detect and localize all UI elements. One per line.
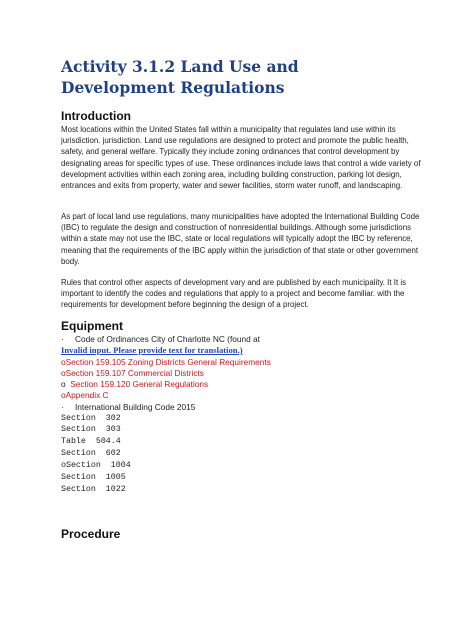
document-title: Activity 3.1.2 Land Use and Development Regulations	[61, 57, 299, 97]
subitem-text: Section 159.120 General Regulations	[70, 379, 209, 389]
ibc-section-list-item: Section 303	[61, 425, 121, 434]
ibc-section-list-item: Table 504.4	[61, 437, 121, 446]
subitem-section-159-120	[61, 379, 208, 390]
equipment-item-ibc	[61, 402, 195, 413]
ibc-section-list-item: Section 602	[61, 449, 121, 458]
bullet-icon: ·	[61, 402, 64, 412]
ordinance-link[interactable]: Invalid input. Please provide text for translation.)	[61, 345, 243, 355]
equipment-item-text: International Building Code 2015	[75, 402, 196, 412]
introduction-paragraph-2: As part of local land use regulations, many municipalities have adopted the International Building Code (IBC) to regulate the design and construction of nonresidential buildings. Although some jurisdictions within a state may not use the IBC, state or local regulations will typically adopt the IBC by reference, meaning that the requirements of the IBC apply within the jurisdiction of that state or other government body.	[61, 212, 420, 266]
introduction-heading: Introduction	[61, 109, 131, 123]
subitem-appendix-c: oAppendix C	[61, 390, 109, 400]
ibc-section-list-item: oSection 1004	[61, 461, 131, 470]
subitem-section-159-105: oSection 159.105 Zoning Districts General Requirements	[61, 357, 271, 367]
introduction-paragraph-1: Most locations within the United States fall within a municipality that regulates land use within its jurisdiction. jurisdiction. Land use regulations are designed to protect and promote the public health, safety, and general welfare. Typically they include zoning ordinances that control development by designating areas for specific types of use. These ordinances include laws that control a wide variety of development activities within each zoning area, including building construction, parking lot design, entrances and exits from property, water and sewer facilities, storm water runoff, and landscaping.	[61, 125, 421, 191]
subitem-section-159-107: oSection 159.107 Commercial Districts	[61, 368, 204, 378]
bullet-icon: ·	[61, 334, 64, 344]
equipment-heading: Equipment	[61, 319, 123, 333]
ibc-section-list-item: Section 1022	[61, 485, 126, 494]
ibc-section-list-item: Section 302	[61, 414, 121, 423]
introduction-paragraph-3: Rules that control other aspects of development vary and are published by each municipality. It It is important to identify the codes and regulations that apply to a project and become familiar. with the requirements for development before beginning the design of a project.	[61, 278, 407, 310]
procedure-heading: Procedure	[61, 527, 121, 541]
ibc-section-list-item: Section 1005	[61, 473, 126, 482]
equipment-item-text: Code of Ordinances City of Charlotte NC (found at	[75, 334, 260, 344]
subitem-marker: o	[61, 379, 66, 389]
equipment-link-line	[61, 345, 243, 356]
equipment-item-charlotte-code	[61, 334, 260, 345]
